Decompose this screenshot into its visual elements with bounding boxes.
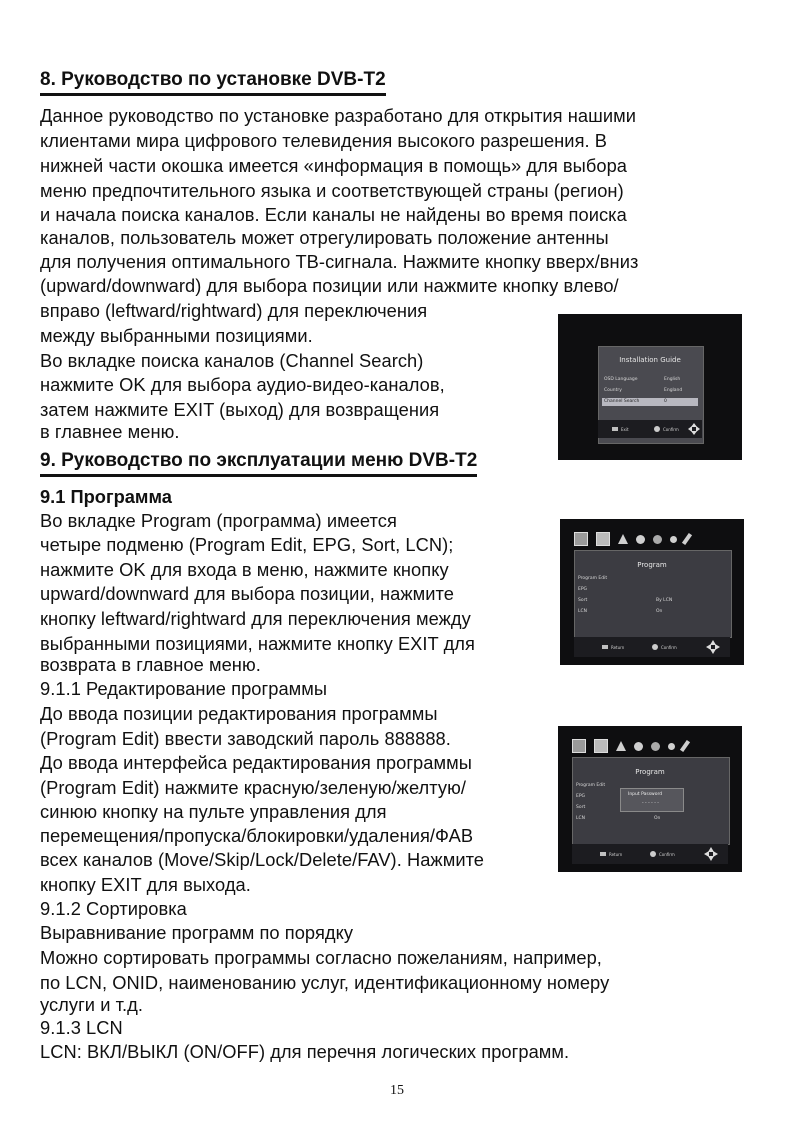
text-line: перемещения/пропуска/блокировки/удаления/ФАВ: [40, 825, 474, 846]
menu-row-value: 0: [664, 399, 667, 404]
section-8-heading: 8. Руководство по установке DVB-T2: [40, 69, 386, 96]
menu-row-label: EPG: [576, 794, 586, 799]
footer-ok-label: Confirm: [661, 645, 677, 650]
ok-key-icon: [654, 426, 660, 432]
text-line: и начала поиска каналов. Если каналы не найдены во время поиска: [40, 204, 627, 225]
return-key-icon: [600, 852, 606, 856]
text-line: меню предпочтительного языка и соответствующей страны (регион): [40, 180, 624, 201]
text-line: кнопку EXIT для выхода.: [40, 874, 251, 895]
system-icon: [670, 536, 677, 543]
ok-key-icon: [652, 644, 658, 650]
screen-title: Program: [637, 561, 667, 569]
password-input[interactable]: - - - - - -: [642, 801, 659, 806]
text-line: услуги и т.д.: [40, 994, 143, 1015]
text-line: затем нажмите EXIT (выход) для возвращения: [40, 399, 440, 420]
menu-row-value: On: [656, 609, 663, 614]
text-line: всех каналов (Move/Skip/Lock/Delete/FAV). Нажмите: [40, 849, 485, 870]
menu-icon-bar: [572, 739, 687, 753]
text-line: (Program Edit) ввести заводский пароль 888888.: [40, 728, 451, 749]
installation-guide-screenshot: [558, 314, 742, 460]
menu-row-label: Sort: [576, 805, 586, 810]
text-line: по LCN, ONID, наименованию услуг, идентификационному номеру: [40, 972, 610, 993]
text-line: Можно сортировать программы согласно пожеланиям, например,: [40, 947, 602, 968]
text-line: для получения оптимального ТВ-сигнала. Нажмите кнопку вверх/вниз: [40, 251, 639, 272]
footer-return-label: Return: [609, 852, 623, 857]
option-icon: [653, 535, 662, 544]
footer-return-label: Return: [611, 645, 625, 650]
footer-ok-label: Confirm: [663, 427, 679, 432]
program-icon: [574, 532, 588, 546]
navigation-arrows-icon: [704, 847, 718, 861]
screen-title: Program: [635, 768, 665, 776]
menu-icon-bar: [574, 532, 689, 546]
text-line: между выбранными позициями.: [40, 325, 313, 346]
option-icon: [651, 742, 660, 751]
menu-row-label: Channel Search: [604, 399, 640, 404]
menu-row-label: OSD Language: [604, 377, 638, 382]
menu-row-label: Country: [604, 388, 622, 393]
menu-row-value: On: [654, 816, 661, 821]
time-icon: [636, 535, 645, 544]
text-line: четыре подменю (Program Edit, EPG, Sort, LCN);: [40, 534, 454, 555]
text-line: вправо (leftward/rightward) для переключения: [40, 300, 428, 321]
text-line: клиентами мира цифрового телевидения высокого разрешения. В: [40, 130, 608, 151]
screen-title: Installation Guide: [619, 356, 681, 364]
text-line: (upward/downward) для выбора позиции или нажмите кнопку влево/: [40, 275, 619, 296]
text-line: (Program Edit) нажмите красную/зеленую/желтую/: [40, 777, 466, 798]
program-menu-screenshot: [560, 519, 744, 665]
text-line: До ввода интерфейса редактирования программы: [40, 752, 472, 773]
text-line: До ввода позиции редактирования программы: [40, 703, 438, 724]
exit-key-icon: [612, 427, 618, 431]
footer-ok-label: Confirm: [659, 852, 675, 857]
menu-row-label: LCN: [576, 816, 586, 821]
system-icon: [668, 743, 675, 750]
text-line: 9.1.3 LCN: [40, 1017, 123, 1038]
text-line: 9.1.1 Редактирование программы: [40, 678, 328, 699]
page-number: 15: [390, 1083, 404, 1098]
text-line: нижней части окошка имеется «информация в помощь» для выбора: [40, 155, 628, 176]
menu-row-label: LCN: [578, 609, 588, 614]
section-9-heading: 9. Руководство по эксплуатации меню DVB-T2: [40, 450, 477, 477]
navigation-arrows-icon: [706, 640, 720, 654]
text-line: в главнее меню.: [40, 421, 180, 442]
text-line: LCN: ВКЛ/ВЫКЛ (ON/OFF) для перечня логических программ.: [40, 1041, 570, 1062]
menu-row-label: Program Edit: [576, 783, 606, 788]
text-line: нажмите OK для входа в меню, нажмите кнопку: [40, 559, 449, 580]
text-line: Во вкладке Program (программа) имеется: [40, 510, 397, 531]
text-line: нажмите OK для выбора аудио-видео-каналов,: [40, 374, 445, 395]
tools-icon: [680, 740, 690, 752]
navigation-arrows-icon: [688, 423, 700, 435]
time-icon: [634, 742, 643, 751]
menu-row-value: English: [664, 377, 681, 382]
search-icon: [616, 741, 626, 751]
tools-icon: [682, 533, 692, 545]
footer-exit-label: Exit: [621, 427, 629, 432]
text-line: Выравнивание программ по порядку: [40, 922, 354, 943]
search-icon: [618, 534, 628, 544]
return-key-icon: [602, 645, 608, 649]
password-dialog-title: Input Password: [628, 792, 663, 797]
text-line: выбранными позициями, нажмите кнопку EXIT для: [40, 633, 475, 654]
text-line: upward/downward для выбора позиции, нажмите: [40, 583, 454, 604]
text-line: Данное руководство по установке разработано для открытия нашими: [40, 105, 636, 126]
text-line: Во вкладке поиска каналов (Channel Search): [40, 350, 424, 371]
text-line: кнопку leftward/rightward для переключения между: [40, 608, 471, 629]
text-line: возврата в главное меню.: [40, 654, 261, 675]
text-line: синюю кнопку на пульте управления для: [40, 801, 387, 822]
menu-row-value: England: [664, 388, 683, 393]
menu-row-label: EPG: [578, 587, 588, 592]
picture-icon: [596, 532, 610, 546]
program-edit-password-screenshot: [558, 726, 742, 872]
menu-row-value: By LCN: [656, 598, 673, 603]
ok-key-icon: [650, 851, 656, 857]
menu-row-label: Sort: [578, 598, 588, 603]
text-line: 9.1.2 Сортировка: [40, 898, 187, 919]
text-line: каналов, пользователь может отрегулировать положение антенны: [40, 227, 609, 248]
menu-row-label: Program Edit: [578, 576, 608, 581]
section-9-1-heading: 9.1 Программа: [40, 486, 172, 507]
picture-icon: [594, 739, 608, 753]
program-icon: [572, 739, 586, 753]
